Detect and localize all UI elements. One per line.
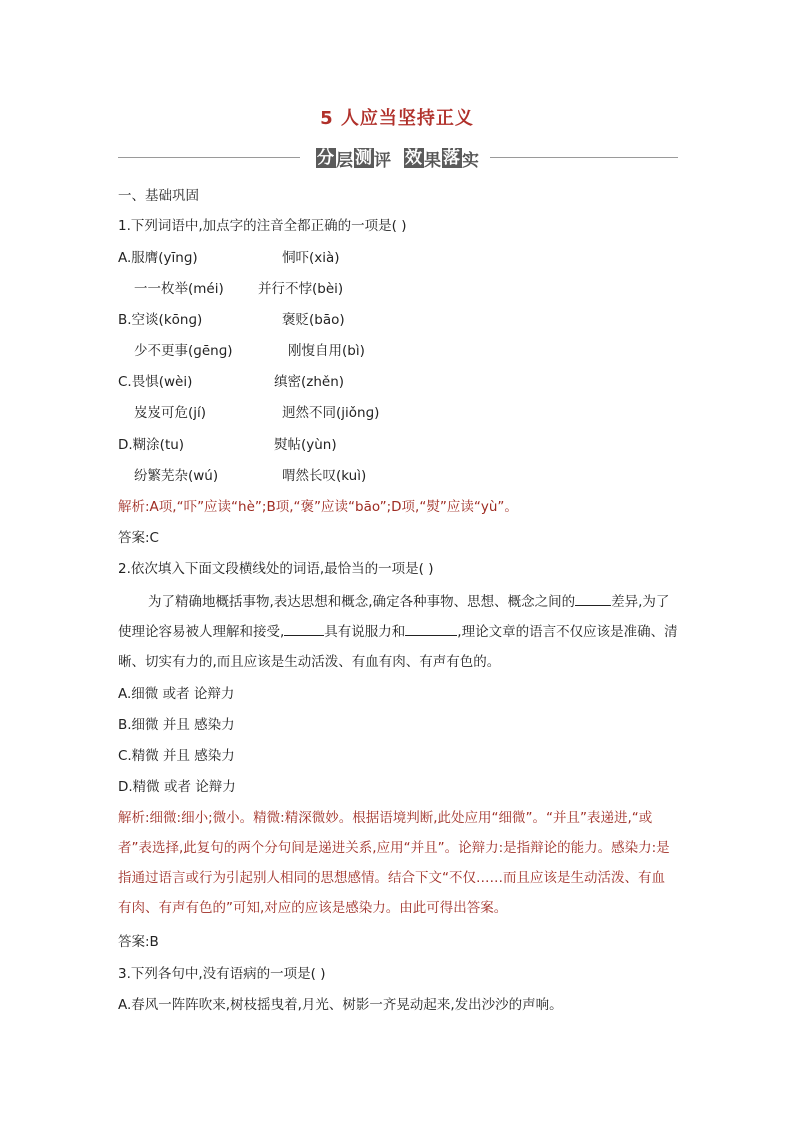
fill-blank [284, 621, 324, 636]
question-3-stem: 3.下列各句中,没有语病的一项是( ) [118, 966, 326, 982]
q2-passage [118, 587, 678, 677]
q1-item: A.服膺(yīnɡ) [118, 250, 198, 266]
section-banner [118, 146, 678, 170]
q1-item: B.空谈(kōnɡ) [118, 312, 203, 328]
fill-blank [575, 591, 611, 606]
passage-text: 为了精确地概括事物,表达思想和概念,确定各种事物、思想、概念之间的 [148, 594, 576, 610]
banner-rule-right [490, 157, 678, 158]
q1-item: 熨帖(yùn) [274, 437, 337, 453]
q1-item: 一一枚举(méi) [134, 281, 224, 297]
question-1-stem: 1.下列词语中,加点字的注音全都正确的一项是( ) [118, 218, 407, 234]
q2-option: D.精微 或者 论辩力 [118, 779, 236, 795]
q2-option: B.细微 并且 感染力 [118, 717, 235, 733]
section-heading: 一、基础巩固 [118, 188, 199, 204]
banner-char: 评 [374, 150, 392, 171]
passage-text: ,理论文章的语言不仅应该是准确、清晰、切实有力的,而且应该是生动活泼、有血有肉、有声有色的。 [118, 624, 678, 670]
q1-option-row [118, 248, 198, 268]
question-2-stem: 2.依次填入下面文段横线处的词语,最恰当的一项是( ) [118, 561, 434, 577]
page-title: 5 人应当坚持正义 [320, 108, 474, 129]
q1-item: 喟然长叹(kuì) [282, 468, 367, 484]
passage-text: 差异,为了使理论容易被人理解和接受, [118, 594, 670, 640]
passage-text: 具有说服力和 [324, 624, 406, 640]
banner-char: 实 [462, 150, 480, 171]
banner-char: 测 [355, 148, 373, 168]
q2-option: C.精微 并且 感染力 [118, 748, 235, 764]
q1-item: 并行不悖(bèi) [258, 281, 344, 297]
q1-item: 岌岌可危(jí) [134, 405, 207, 421]
q1-item: C.畏惧(wèi) [118, 374, 193, 390]
banner-char: 果 [424, 150, 442, 171]
q1-answer: 答案:C [118, 530, 159, 546]
q2-answer: 答案:B [118, 934, 159, 950]
q1-item: D.糊涂(tu) [118, 437, 185, 453]
banner-char: 效 [405, 148, 423, 168]
q1-item: 刚愎自用(bì) [288, 343, 365, 359]
q1-item: 纷繁芜杂(wú) [134, 468, 219, 484]
q1-item: 恫吓(xià) [282, 250, 340, 266]
banner-label [308, 146, 488, 170]
q3-option-a: A.春风一阵阵吹来,树枝摇曳着,月光、树影一齐晃动起来,发出沙沙的声响。 [118, 997, 563, 1013]
q1-item: 少不更事(ɡēnɡ) [134, 343, 233, 359]
banner-char: 落 [443, 148, 461, 168]
q1-item: 缜密(zhěn) [274, 374, 345, 390]
q1-analysis: 解析:A项,“吓”应读“hè”;B项,“褒”应读“bāo”;D项,“熨”应读“yù”。 [118, 499, 518, 515]
banner-rule-left [118, 157, 300, 158]
fill-blank [405, 621, 457, 636]
banner-char: 层 [336, 150, 354, 171]
q2-option: A.细微 或者 论辩力 [118, 686, 235, 702]
q1-item: 迥然不同(jiǒnɡ) [282, 405, 380, 421]
q2-analysis: 解析:细微:细小;微小。精微:精深微妙。根据语境判断,此处应用“细微”。“并且”表递进,“或者”表选择,此复句的两个分句间是递进关系,应用“并且”。论辩力:是指辩论的能力。感染力:是指通过语言或行为引起别人相同的思想感情。结合下文“不仅……而且应该是生动活泼、有血有肉、有声有色的”可知,对应的应该是感染力。由此可得出答案。 [118, 810, 670, 916]
q1-item: 褒贬(bāo) [282, 312, 345, 328]
banner-char: 分 [317, 148, 335, 168]
